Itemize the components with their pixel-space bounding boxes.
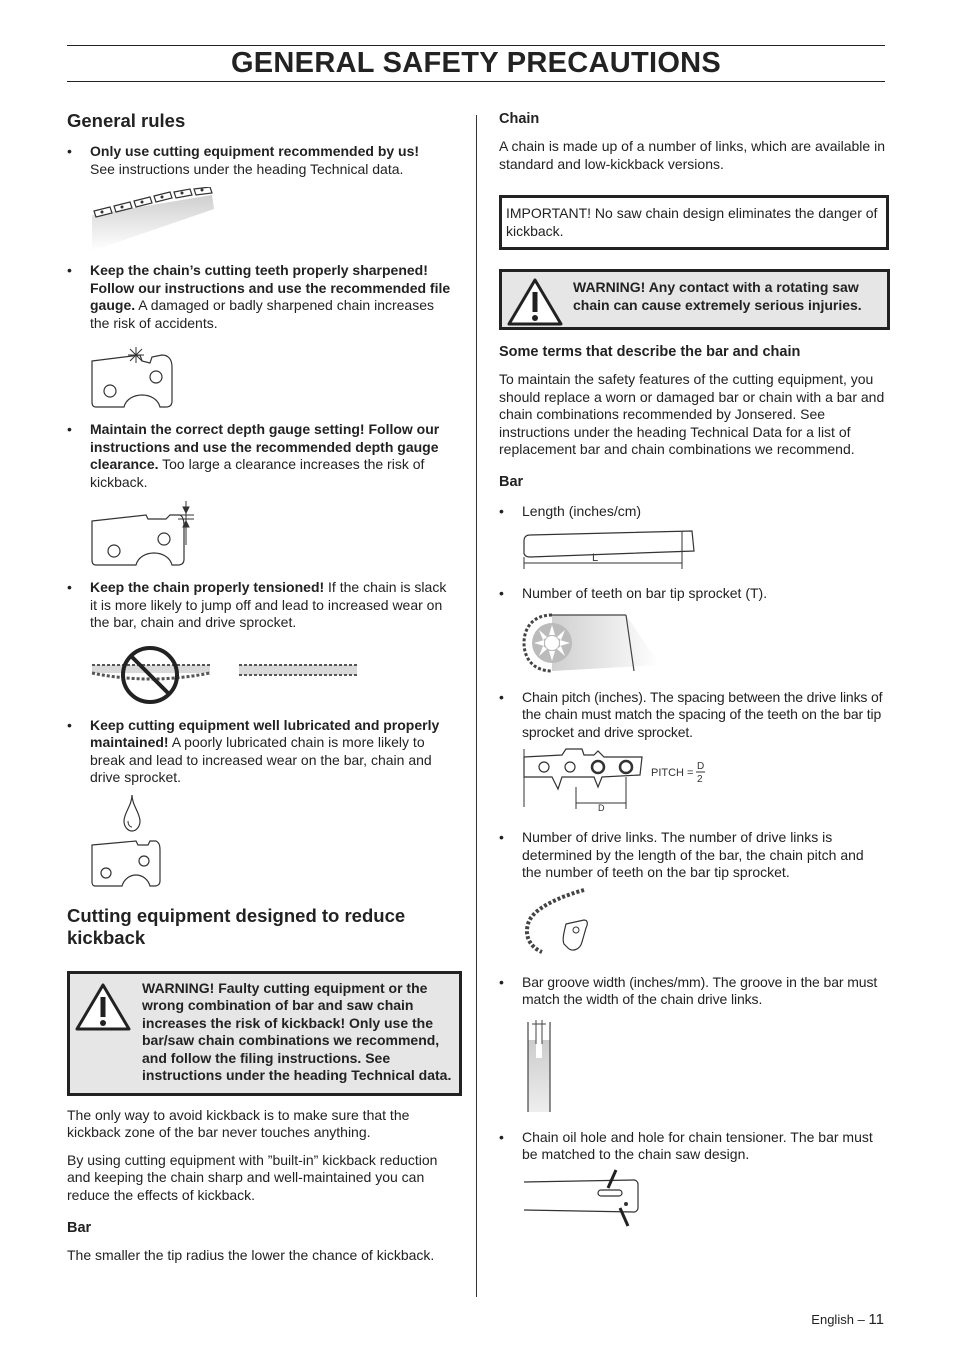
general-rules-heading: General rules <box>67 110 186 131</box>
rule3-bold: Maintain the correct depth gauge setting! Follow our instructions and use the recommended depth gauge clearance. <box>90 421 440 472</box>
title-underline <box>67 81 885 82</box>
chain-text: A chain is made up of a number of links, which are available in standard and low-kickback versions. <box>499 138 885 172</box>
rule-lubrication <box>67 717 457 787</box>
rule5-bold: Keep cutting equipment well lubricated and properly maintained! <box>90 716 440 750</box>
important-text: IMPORTANT! No saw chain design eliminates the danger of kickback. <box>506 205 878 239</box>
length-label: L <box>592 552 599 564</box>
left-bar-heading: Bar <box>67 1220 92 1236</box>
sprocket-teeth-item <box>499 585 887 603</box>
sprocket-teeth-text: Number of teeth on bar tip sprocket (T). <box>522 585 768 601</box>
rule1-bold: Only use cutting equipment recommended by us! <box>90 143 420 159</box>
rule-depth-gauge <box>67 421 457 491</box>
groove-width-text: Bar groove width (inches/mm). The groove in the bar must match the width of the chain drive links. <box>522 973 878 1007</box>
warning-triangle-icon <box>74 982 132 1032</box>
right-bar-heading: Bar <box>499 473 524 490</box>
chain-heading: Chain <box>499 111 540 127</box>
chain-illustration <box>90 187 220 251</box>
page-footer <box>811 1311 884 1328</box>
oil-hole-illustration <box>522 1168 652 1230</box>
groove-width-item <box>499 974 887 1009</box>
right-column <box>499 108 887 1230</box>
kickback-heading: Cutting equipment designed to reduce kickback <box>67 904 406 948</box>
bar-length-text: Length (inches/cm) <box>522 502 642 519</box>
chain-tension-illustration <box>90 645 360 707</box>
drive-links-item <box>499 829 887 882</box>
bar-length-illustration <box>522 527 702 573</box>
page-title: GENERAL SAFETY PRECAUTIONS <box>230 47 722 79</box>
kickback-paragraph-2: By using cutting equipment with ”built-in” kickback reduction and keeping the chain sharp and well-maintained you can reduce the effects of kickback. <box>67 1151 438 1203</box>
depth-gauge-illustration <box>90 501 200 569</box>
oil-drop-icon <box>90 793 170 893</box>
bar-tip-sprocket-illustration <box>522 611 662 675</box>
rotating-chain-warning-box <box>499 269 890 330</box>
warning-triangle-icon <box>506 277 564 327</box>
rule-recommended-equipment <box>67 143 457 178</box>
rule-chain-tension <box>67 579 457 632</box>
rule2-text: A damaged or badly sharpened chain increases the risk of accidents. <box>90 297 434 331</box>
chain-pitch-item <box>499 689 887 742</box>
drive-links-illustration <box>522 888 602 964</box>
sharpened-tooth-illustration <box>90 345 180 411</box>
rule3-text: Too large a clearance increases the risk of kickback. <box>90 456 425 490</box>
important-box <box>499 195 889 250</box>
kickback-paragraph-1: The only way to avoid kickback is to make sure that the kickback zone of the bar never touches anything. <box>67 1106 410 1140</box>
chain-pitch-illustration <box>522 747 722 813</box>
rule4-text: If the chain is slack it is more likely to jump off and lead to increased wear on the bar, chain and drive sprocket. <box>90 579 447 630</box>
rotating-chain-warning-text: WARNING! Any contact with a rotating saw chain can cause extremely serious injuries. <box>573 279 862 313</box>
bar-groove-illustration <box>522 1018 562 1114</box>
left-bar-text: The smaller the tip radius the lower the chance of kickback. <box>67 1247 435 1263</box>
pitch-numerator: D <box>697 761 705 772</box>
terms-heading: Some terms that describe the bar and chain <box>499 344 801 360</box>
rule2-bold: Keep the chain’s cutting teeth properly sharpened! Follow our instructions and use the recommended file gauge. <box>90 262 451 313</box>
pitch-denominator: 2 <box>697 774 703 785</box>
rule4-bold: Keep the chain properly tensioned! <box>90 579 325 595</box>
drive-links-text: Number of drive links. The number of drive links is determined by the length of the bar, the chain pitch and the number of teeth on the bar tip sprocket. <box>522 829 864 880</box>
kickback-warning-box <box>67 971 462 1096</box>
column-divider <box>476 115 477 1297</box>
oil-hole-text: Chain oil hole and hole for chain tensioner. The bar must be matched to the chain saw design. <box>522 1128 873 1162</box>
pitch-formula-label: PITCH = <box>651 767 694 779</box>
rule5-text: A poorly lubricated chain is more likely to break and lead to increased wear on the bar, chain and drive sprocket. <box>90 734 432 785</box>
left-column <box>67 108 457 1265</box>
page-number: 11 <box>868 1311 884 1328</box>
chain-pitch-text: Chain pitch (inches). The spacing between the drive links of the chain must match the spacing of the teeth on the bar tip sprocket and drive sprocket. <box>522 688 883 740</box>
rule-sharpen-teeth <box>67 262 457 332</box>
bar-length-item <box>499 503 887 521</box>
terms-text: To maintain the safety features of the cutting equipment, you should replace a worn or damaged bar or chain with a bar and chain combinations recommended by Jonsered. See instructions under the heading Technical Data for a list of replacement bar and chain combinations we recommend. <box>499 371 885 457</box>
footer-language: English <box>811 1312 854 1327</box>
footer-dash: – <box>857 1312 865 1327</box>
pitch-d-label: D <box>598 803 605 813</box>
rule1-text: See instructions under the heading Technical data. <box>90 160 404 177</box>
oil-hole-item <box>499 1129 887 1164</box>
kickback-warning-text: WARNING! Faulty cutting equipment or the wrong combination of bar and saw chain increases the risk of kickback! Only use the bar/saw chain combinations we recommend, and follow the filing instructions. See instructions under the heading Technical data. <box>142 979 452 1083</box>
